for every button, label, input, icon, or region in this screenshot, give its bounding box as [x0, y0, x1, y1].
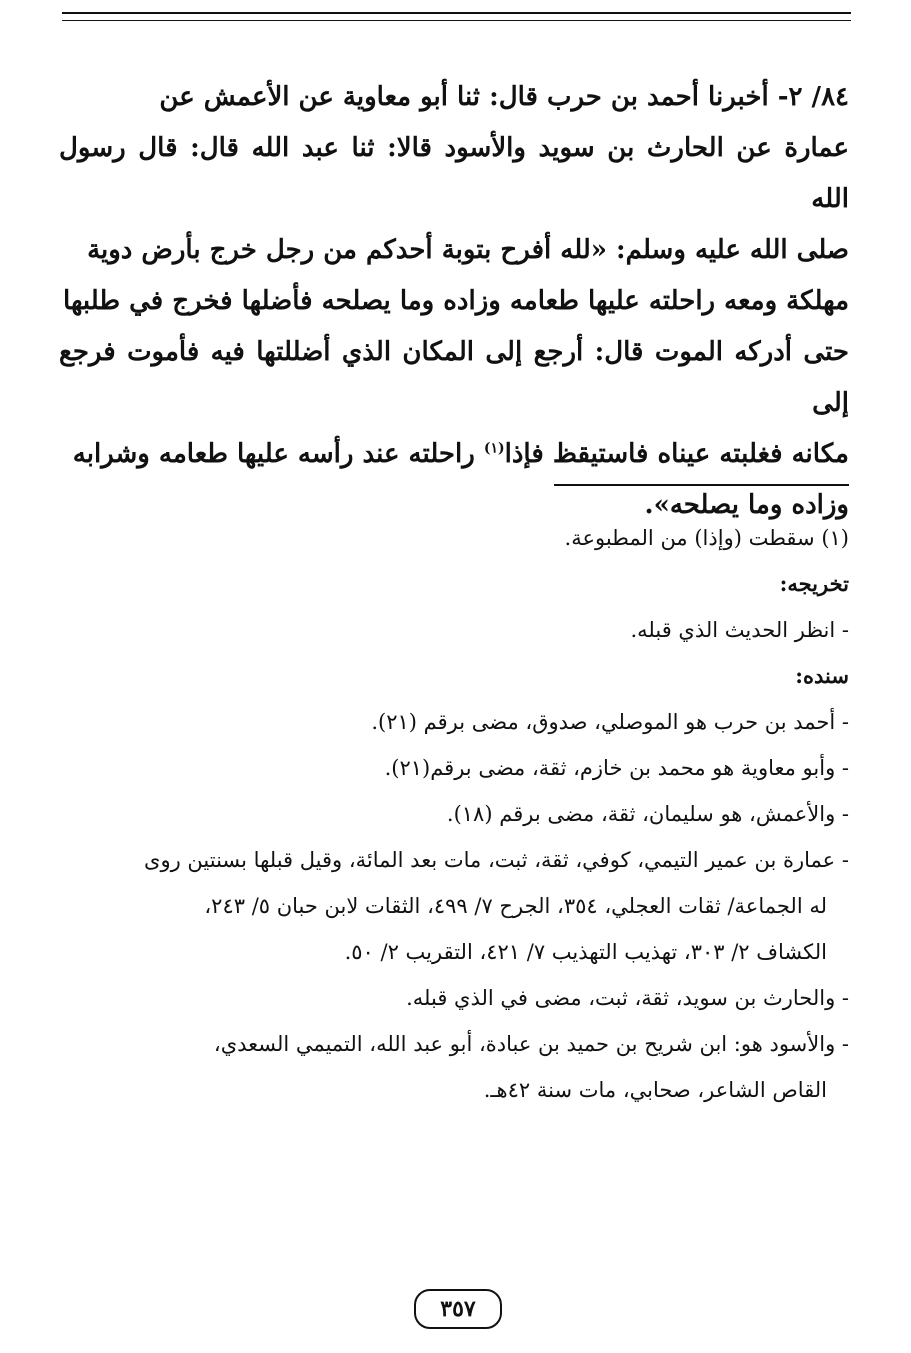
sanad-heading: سنده: — [795, 663, 849, 688]
sanad-item: - والأعمش، هو سليمان، ثقة، مضى برقم (١٨). — [446, 802, 849, 826]
footnote-1: (١) سقطت (وإذا) من المطبوعة. — [564, 526, 849, 550]
footnote-ref[interactable]: (١) — [483, 440, 505, 457]
hadith-line: مهلكة ومعه راحلته عليها طعامه وزاده وما يصلحه فأضلها فخرج في طلبها — [63, 286, 849, 316]
footnotes-section — [59, 515, 849, 1113]
hadith-line-end: راحلته عند رأسه عليها طعامه وشرابه — [72, 439, 484, 469]
page-number: ٣٥٧ — [414, 1289, 502, 1329]
sanad-item: - أحمد بن حرب هو الموصلي، صدوق، مضى برقم (٢١). — [371, 710, 849, 734]
takhrij-item: - انظر الحديث الذي قبله. — [630, 618, 849, 642]
hadith-line: وزاده وما يصلحه». — [644, 490, 849, 520]
hadith-line: حتى أدركه الموت قال: أرجع إلى المكان الذي أضللتها فيه فأموت فرجع إلى — [59, 337, 849, 418]
hadith-line: عمارة عن الحارث بن سويد والأسود قالا: ثنا عبد الله قال: قال رسول الله — [59, 133, 849, 214]
sanad-item: - عمارة بن عمير التيمي، كوفي، ثقة، ثبت، مات بعد المائة، وقيل قبلها بسنتين روى — [144, 848, 849, 872]
sanad-item: - والأسود هو: ابن شريح بن حميد بن عبادة، أبو عبد الله، التميمي السعدي، — [213, 1032, 849, 1056]
sanad-item-continuation: له الجماعة/ ثقات العجلي، ٣٥٤، الجرح ٧/ ٤٩٩، الثقات لابن حبان ٥/ ٢٤٣، — [204, 894, 827, 918]
hadith-line: ٨٤/ ٢- أخبرنا أحمد بن حرب قال: ثنا أبو معاوية عن الأعمش عن — [159, 82, 849, 112]
footnote-separator — [554, 484, 849, 486]
sanad-item-continuation: القاص الشاعر، صحابي، مات سنة ٤٢هـ. — [483, 1078, 827, 1102]
sanad-item: - وأبو معاوية هو محمد بن خازم، ثقة، مضى برقم(٢١). — [384, 756, 849, 780]
header-rule-thin — [62, 20, 851, 21]
takhrij-heading: تخريجه: — [779, 571, 849, 596]
header-rule-thick — [62, 12, 851, 14]
sanad-item: - والحارث بن سويد، ثقة، ثبت، مضى في الذي قبله. — [406, 986, 849, 1010]
hadith-line — [59, 429, 849, 480]
hadith-text — [59, 72, 849, 531]
hadith-line: صلى الله عليه وسلم: «لله أفرح بتوبة أحدكم من رجل خرج بأرض دوية — [87, 235, 849, 265]
sanad-item-continuation: الكشاف ٢/ ٣٠٣، تهذيب التهذيب ٧/ ٤٢١، التقريب ٢/ ٥٠. — [344, 940, 827, 964]
hadith-line-start: مكانه فغلبته عيناه فاستيقظ فإذا — [504, 439, 849, 469]
